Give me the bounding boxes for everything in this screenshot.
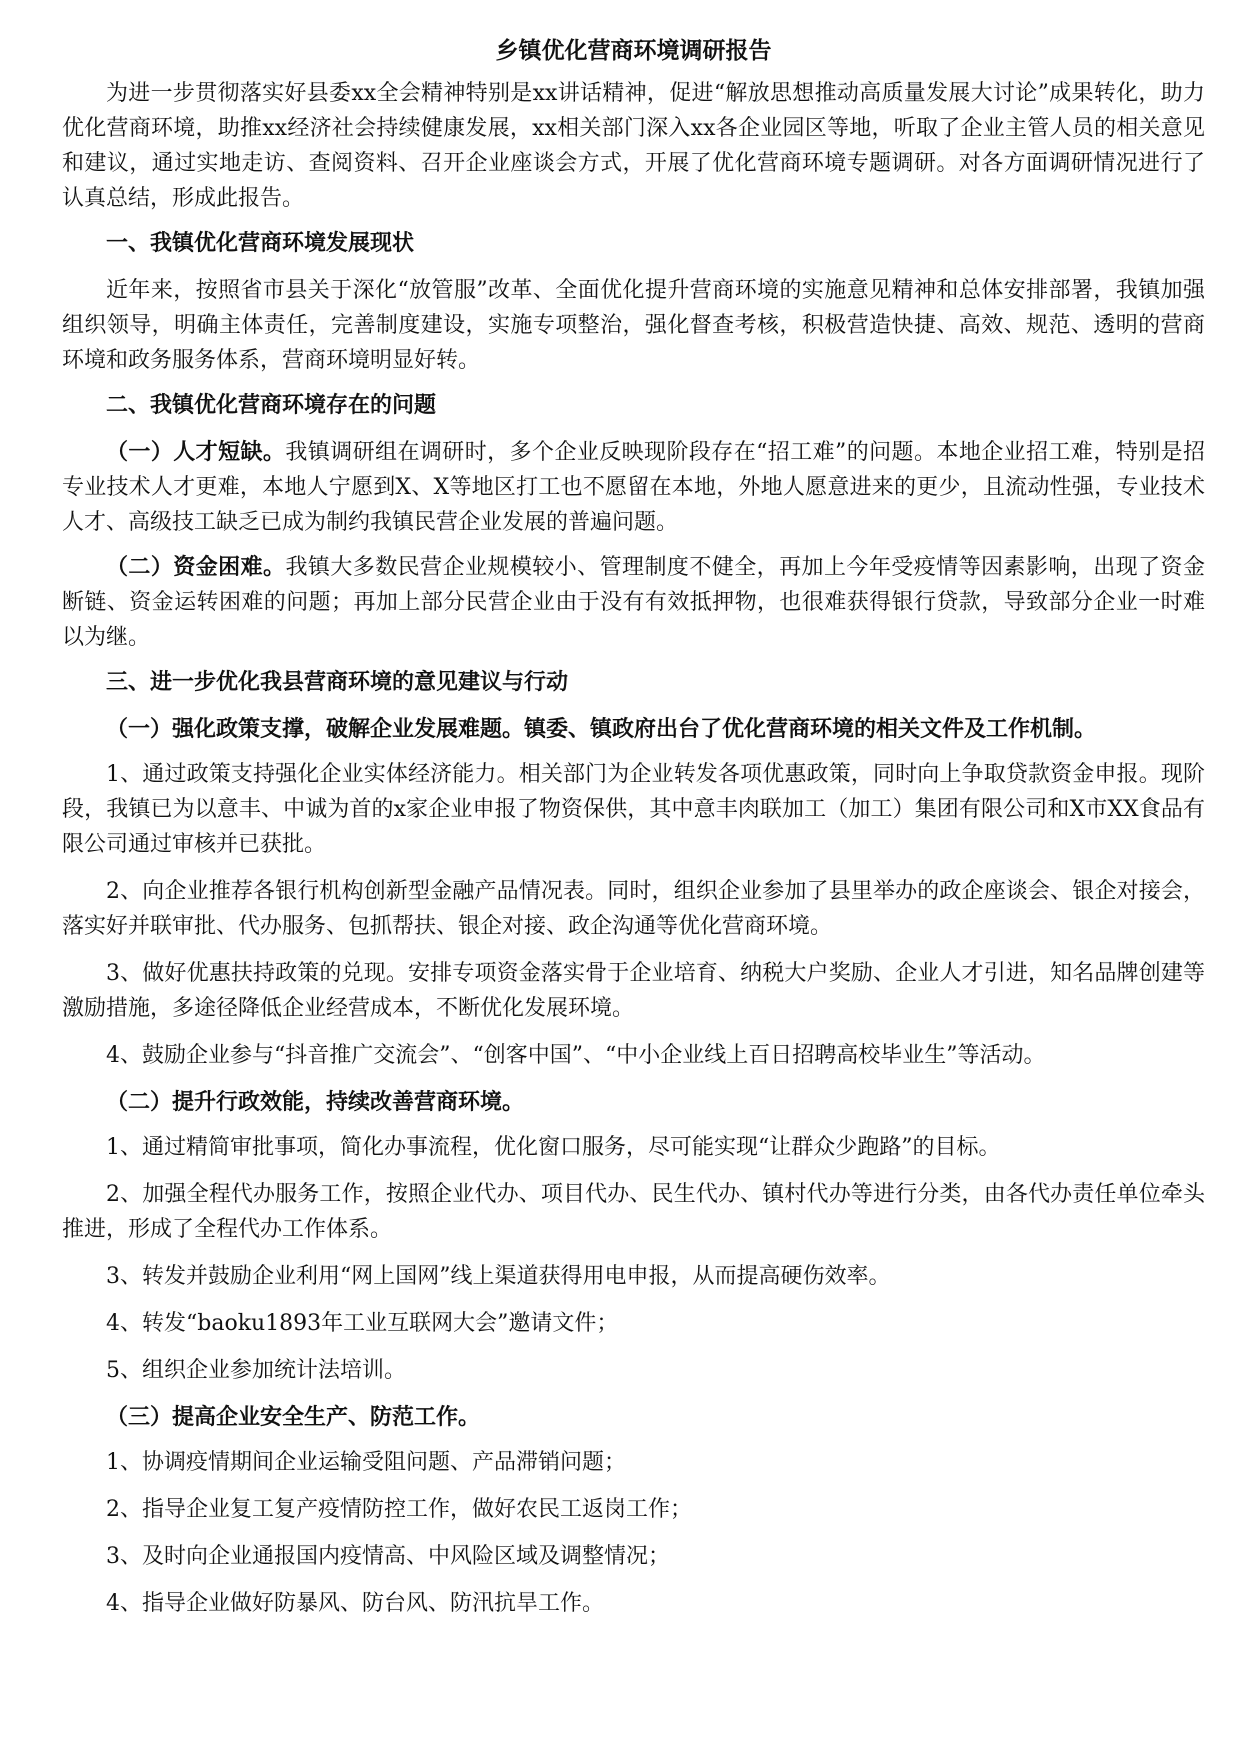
section3-sub3-heading: （三）提高企业安全生产、防范工作。 <box>106 1404 481 1430</box>
section3-sub1-heading: （一）强化政策支撑，破解企业发展难题。镇委、镇政府出台了优化营商环境的相关文件及工作机制。 <box>106 716 1097 742</box>
section2-paragraph-2 <box>62 550 1205 655</box>
list-item: 1、协调疫情期间企业运输受阻问题、产品滞销问题； <box>106 1450 626 1475</box>
section1-heading: 一、我镇优化营商环境发展现状 <box>106 230 415 256</box>
document-title: 乡镇优化营商环境调研报告 <box>495 37 772 64</box>
list-item: 1、通过政策支持强化企业实体经济能力。相关部门为企业转发各项优惠政策，同时向上争取贷款资金申报。现阶段，我镇已为以意丰、中诚为首的x家企业申报了物资保供，其中意丰肉联加工（加工）集团有限公司和X市XX食品有限公司通过审核并已获批。 <box>62 762 1205 857</box>
list-item: 3、转发并鼓励企业利用“网上国网”线上渠道获得用电申报，从而提高硬伤效率。 <box>106 1264 891 1289</box>
section3-heading: 三、进一步优化我县营商环境的意见建议与行动 <box>106 669 569 695</box>
section1-body: 近年来，按照省市县关于深化“放管服”改革、全面优化提升营商环境的实施意见精神和总体安排部署，我镇加强组织领导，明确主体责任，完善制度建设，实施专项整治，强化督查考核，积极营造快捷、高效、规范、透明的营商环境和政务服务体系，营商环境明显好转。 <box>62 278 1205 373</box>
section3-sub2-heading: （二）提升行政效能，持续改善营商环境。 <box>106 1089 525 1115</box>
list-item: 1、通过精简审批事项，简化办事流程，优化窗口服务，尽可能实现“让群众少跑路”的目标。 <box>106 1135 1001 1160</box>
section2-paragraph-1 <box>62 435 1205 540</box>
section2-p1-lead: （一）人才短缺。 <box>106 439 286 465</box>
list-item: 2、向企业推荐各银行机构创新型金融产品情况表。同时，组织企业参加了县里举办的政企座谈会、银企对接会，落实好并联审批、代办服务、包抓帮扶、银企对接、政企沟通等优化营商环境。 <box>62 879 1205 939</box>
section2-p1-body: 我镇调研组在调研时，多个企业反映现阶段存在“招工难”的问题。本地企业招工难，特别是招专业技术人才更难，本地人宁愿到X、X等地区打工也不愿留在本地，外地人愿意进来的更少，且流动性强，专业技术人才、高级技工缺乏已成为制约我镇民营企业发展的普遍问题。 <box>62 440 1205 535</box>
list-item: 3、及时向企业通报国内疫情高、中风险区域及调整情况； <box>106 1544 670 1569</box>
list-item: 2、加强全程代办服务工作，按照企业代办、项目代办、民生代办、镇村代办等进行分类，由各代办责任单位牵头推进，形成了全程代办工作体系。 <box>62 1182 1205 1242</box>
list-item: 4、指导企业做好防暴风、防台风、防汛抗旱工作。 <box>106 1591 604 1616</box>
list-item: 2、指导企业复工复产疫情防控工作，做好农民工返岗工作； <box>106 1497 692 1522</box>
list-item: 5、组织企业参加统计法培训。 <box>106 1358 406 1383</box>
list-item: 3、做好优惠扶持政策的兑现。安排专项资金落实骨于企业培育、纳税大户奖励、企业人才引进，知名品牌创建等激励措施，多途径降低企业经营成本，不断优化发展环境。 <box>62 961 1205 1021</box>
section2-heading: 二、我镇优化营商环境存在的问题 <box>106 392 437 418</box>
intro-paragraph: 为进一步贯彻落实好县委xx全会精神特别是xx讲话精神，促进“解放思想推动高质量发展大讨论”成果转化，助力优化营商环境，助推xx经济社会持续健康发展，xx相关部门深入xx各企业园区等地，听取了企业主管人员的相关意见和建议，通过实地走访、查阅资料、召开企业座谈会方式，开展了优化营商环境专题调研。对各方面调研情况进行了认真总结，形成此报告。 <box>62 81 1205 211</box>
document-page <box>62 34 1205 1633</box>
list-item: 4、转发“baoku1893年工业互联网大会”邀请文件； <box>106 1311 619 1336</box>
list-item: 4、鼓励企业参与“抖音推广交流会”、“创客中国”、“中小企业线上百日招聘高校毕业生”等活动。 <box>106 1043 1046 1068</box>
section2-p2-lead: （二）资金困难。 <box>106 554 286 580</box>
section2-p2-body: 我镇大多数民营企业规模较小、管理制度不健全，再加上今年受疫情等因素影响，出现了资金断链、资金运转困难的问题；再加上部分民营企业由于没有有效抵押物，也很难获得银行贷款，导致部分企业一时难以为继。 <box>62 555 1205 650</box>
